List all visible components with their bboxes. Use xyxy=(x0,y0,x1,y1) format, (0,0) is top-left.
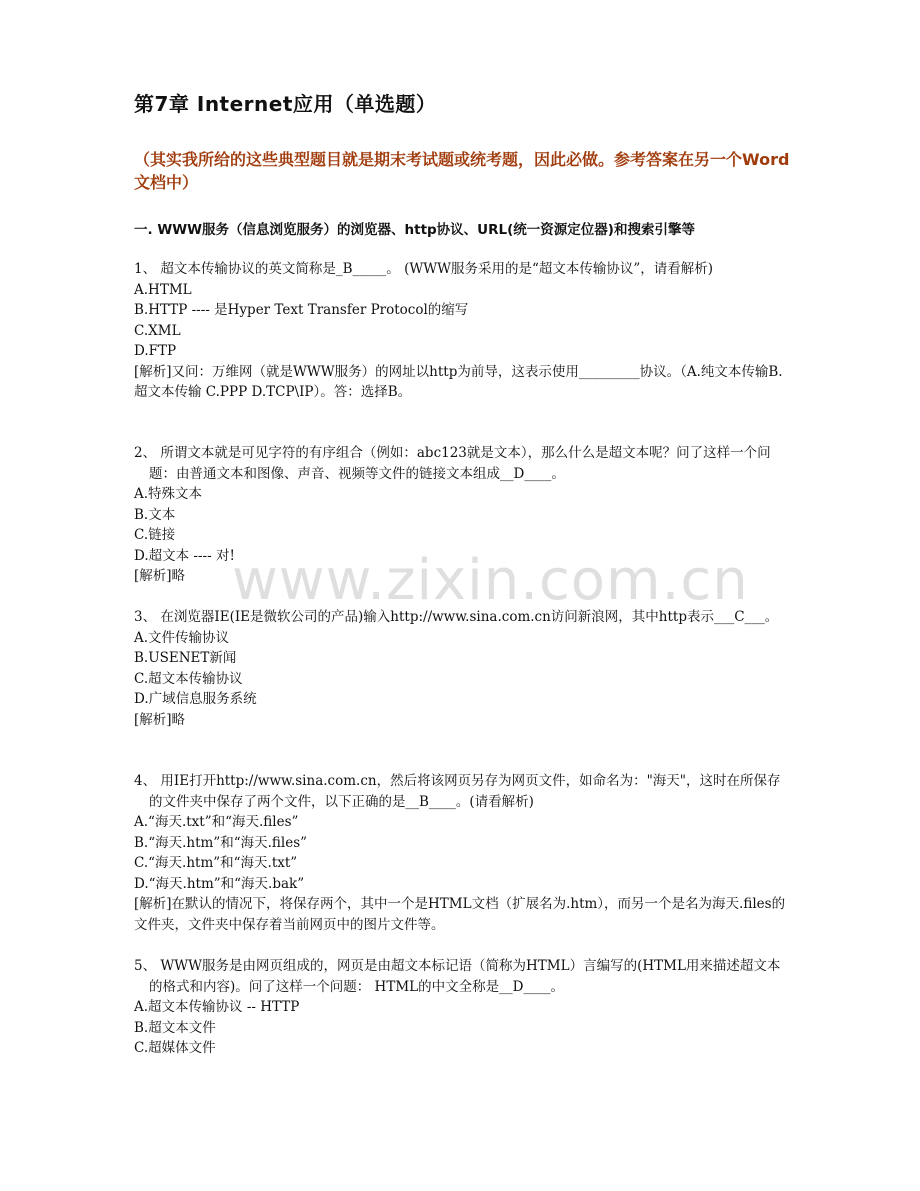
option-b: B.超文本文件 xyxy=(134,1019,216,1036)
watermark: www.zixin.com.cn xyxy=(232,548,749,613)
option-c: C.超媒体文件 xyxy=(134,1040,216,1056)
option-c: C.XML xyxy=(134,322,181,339)
analysis: [解析]略 xyxy=(134,568,186,584)
analysis: [解析]在默认的情况下，将保存两个，其中一个是HTML文档（扩展名为.htm），而另一个是名为海天.files的文件夹，文件夹中保存着当前网页中的图片文件等。 xyxy=(134,896,786,933)
analysis: [解析]又问：万维网（就是WWW服务）的网址以http为前导，这表示使用_________协议。（A.纯文本传输B.超文本传输 C.PPP D.TCP\IP）。答：选择B。 xyxy=(134,363,783,400)
chapter-title: 第7章 Internet应用（单选题） xyxy=(134,92,437,116)
question-stem: 3、 在浏览器IE(IE是微软公司的产品)输入http://www.sina.com.cn访问新浪网，其中http表示___C___。 xyxy=(134,609,779,625)
option-a: A.文件传输协议 xyxy=(134,629,230,646)
option-d: D.“海天.htm”和“海天.bak” xyxy=(134,875,305,892)
analysis: [解析]略 xyxy=(134,711,186,728)
intro-note: （其实我所给的这些典型题目就是期末考试题或统考题，因此必做。参考答案在另一个Word文档中） xyxy=(134,150,790,192)
question-5 xyxy=(134,956,790,1059)
option-b: B.文本 xyxy=(134,506,176,523)
section-heading: 一. WWW服务（信息浏览服务）的浏览器、http协议、URL(统一资源定位器)和搜索引擎等 xyxy=(134,222,695,238)
option-c: C.链接 xyxy=(134,527,176,543)
option-d: D.超文本 ---- 对! xyxy=(134,547,235,564)
option-a: A.HTML xyxy=(134,281,192,298)
option-b: B.“海天.htm”和“海天.files” xyxy=(134,834,308,851)
question-1 xyxy=(134,259,790,403)
option-a: A.超文本传输协议 -- HTTP xyxy=(134,999,300,1015)
question-stem: 2、 所谓文本就是可见字符的有序组合（例如：abc123就是文本），那么什么是超文本呢？问了这样一个问题：由普通文本和图像、声音、视频等文件的链接文本组成__D____。 xyxy=(134,445,771,482)
question-stem: 5、 WWW服务是由网页组成的，网页是由超文本标记语（简称为HTML）言编写的(HTML用来描述超文本的格式和内容)。问了这样一个问题： HTML的中文全称是__D____。 xyxy=(134,958,781,995)
question-3 xyxy=(134,607,790,730)
option-c: C.“海天.htm”和“海天.txt” xyxy=(134,855,298,871)
option-a: A.特殊文本 xyxy=(134,486,203,502)
option-d: D.广域信息服务系统 xyxy=(134,691,257,707)
option-c: C.超文本传输协议 xyxy=(134,670,243,687)
option-a: A.“海天.txt”和“海天.files” xyxy=(134,814,299,830)
question-4 xyxy=(134,771,790,935)
option-b: B.HTTP ---- 是Hyper Text Transfer Protocol的缩写 xyxy=(134,302,469,318)
question-stem: 4、 用IE打开http://www.sina.com.cn，然后将该网页另存为网页文件，如命名为："海天"，这时在所保存的文件夹中保存了两个文件，以下正确的是__B____。(请看解析) xyxy=(134,773,781,810)
option-b: B.USENET新闻 xyxy=(134,650,237,666)
option-d: D.FTP xyxy=(134,343,177,359)
question-stem: 1、 超文本传输协议的英文简称是_B_____。 (WWW服务采用的是“超文本传输协议”，请看解析) xyxy=(134,261,714,277)
